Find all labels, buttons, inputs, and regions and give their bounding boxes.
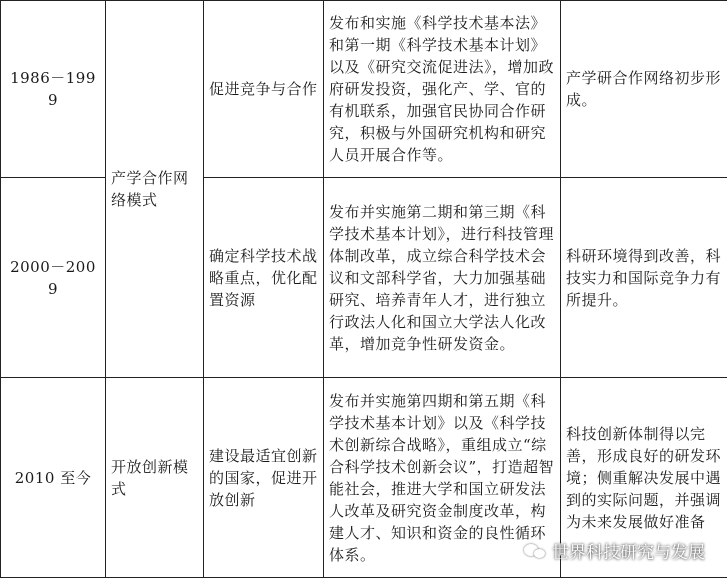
watermark <box>524 538 705 563</box>
period-cell: 2010 至今 <box>1 378 106 578</box>
goal-cell: 确定科学技术战略重点，优化配置资源 <box>204 178 324 378</box>
policy-cell: 发布并实施第二期和第三期《科学技术基本计划》，进行科技管理体制改革，成立综合科学技术会议和文部科学省，大力加强基础研究、培养青年人才，进行独立行政法人化和国立大学法人化改革，增加竞争性研发资金。 <box>324 178 561 378</box>
outcome-cell: 科技创新体制得以完善，形成良好的研发环境；侧重解决发展中遇到的实际问题，并强调为未来发展做好准备 <box>561 378 727 578</box>
policy-cell: 发布和实施《科学技术基本法》和第一期《科学技术基本计划》以及《研究交流促进法》，增加政府研发投资，强化产、学、官的有机联系，加强官民协同合作研究，积极与外国研究机构和研究人员开展合作等。 <box>324 1 561 178</box>
goal-cell: 建设最适宜创新的国家，促进开放创新 <box>204 378 324 578</box>
policy-cell: 发布并实施第四期和第五期《科学技术基本计划》以及《科学技术创新综合战略》，重组成立“综合科学技术创新会议”，打造超智能社会，推进大学和国立研发法人改革及研究资金制度改革，构建人才、知识和资金的良性循环体系。 <box>324 378 561 578</box>
wechat-icon <box>524 542 546 560</box>
goal-cell: 促进竞争与合作 <box>204 1 324 178</box>
table-row <box>1 1 727 178</box>
outcome-cell: 科研环境得到改善，科技实力和国际竞争力有所提升。 <box>561 178 727 378</box>
mode-cell: 开放创新模式 <box>106 378 204 578</box>
period-cell: 2000－2009 <box>1 178 106 378</box>
outcome-cell: 产学研合作网络初步形成。 <box>561 1 727 178</box>
watermark-text: 世界科技研究与发展 <box>552 543 705 563</box>
mode-cell: 产学合作网络模式 <box>106 1 204 378</box>
period-cell: 1986－1999 <box>1 1 106 178</box>
